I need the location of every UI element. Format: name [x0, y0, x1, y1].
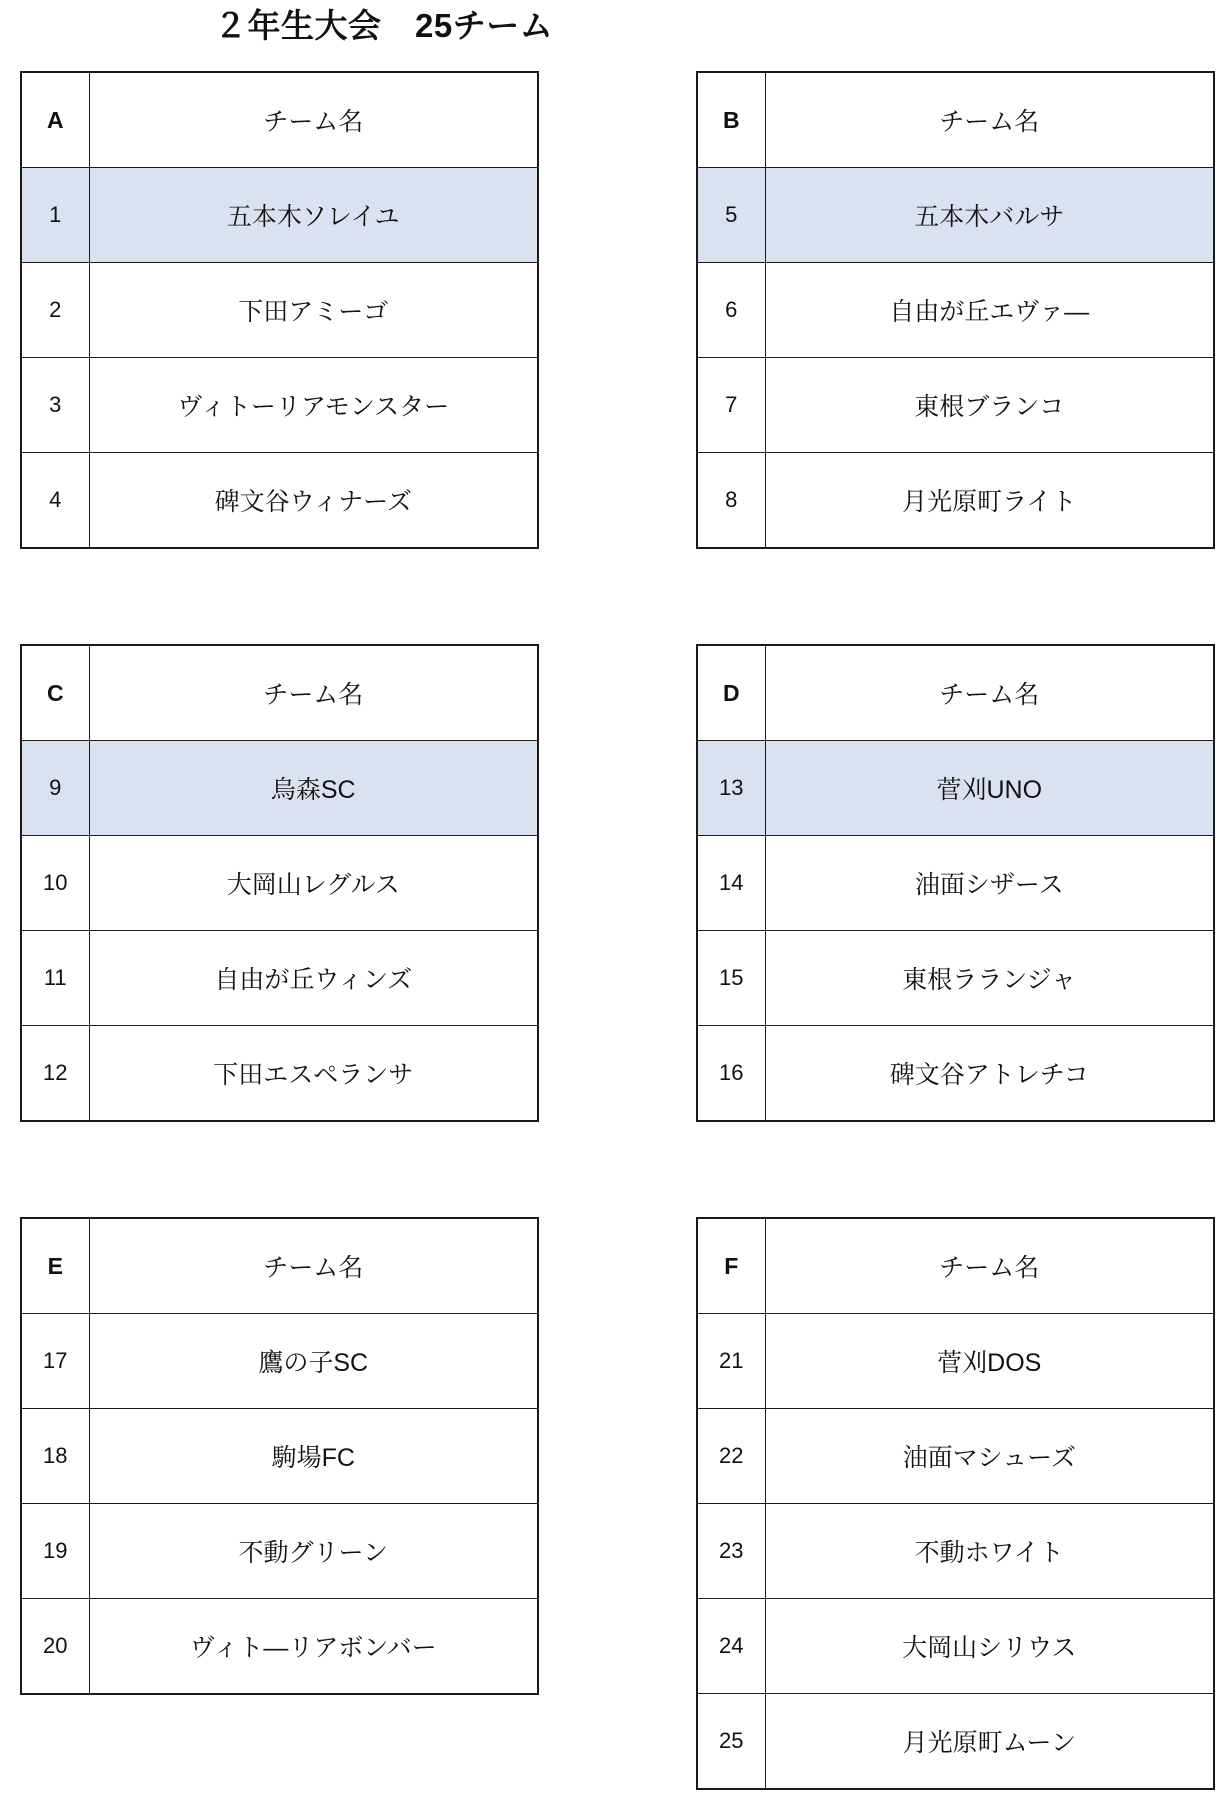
team-row: [697, 168, 1214, 263]
team-name: ヴィトーリアモンスター: [89, 358, 538, 453]
team-number: 20: [21, 1599, 89, 1695]
team-row: [21, 263, 538, 358]
team-number: 19: [21, 1504, 89, 1599]
group-header-row: [697, 72, 1214, 168]
team-row: [697, 836, 1214, 931]
group-f-table: [696, 1217, 1215, 1790]
team-row: [21, 741, 538, 836]
group-letter: A: [21, 72, 89, 168]
team-number: 14: [697, 836, 765, 931]
team-name-column-header: チーム名: [765, 72, 1214, 168]
group-letter: E: [21, 1218, 89, 1314]
group-header-row: [21, 72, 538, 168]
team-row: [697, 1409, 1214, 1504]
team-name: 下田アミーゴ: [89, 263, 538, 358]
team-number: 13: [697, 741, 765, 836]
team-row: [21, 1409, 538, 1504]
team-name: 五本木バルサ: [765, 168, 1214, 263]
team-name-column-header: チーム名: [89, 1218, 538, 1314]
group-d-table: [696, 644, 1215, 1122]
group-letter: D: [697, 645, 765, 741]
team-row: [697, 263, 1214, 358]
team-row: [21, 931, 538, 1026]
team-number: 15: [697, 931, 765, 1026]
team-name-column-header: チーム名: [89, 645, 538, 741]
team-number: 17: [21, 1314, 89, 1409]
group-e-table: [20, 1217, 539, 1695]
team-name: 東根ブランコ: [765, 358, 1214, 453]
team-number: 23: [697, 1504, 765, 1599]
team-number: 22: [697, 1409, 765, 1504]
group-letter: C: [21, 645, 89, 741]
team-name: 油面マシューズ: [765, 1409, 1214, 1504]
team-row: [697, 1026, 1214, 1122]
group-c-table: [20, 644, 539, 1122]
team-row: [21, 1314, 538, 1409]
team-row: [21, 358, 538, 453]
team-row: [697, 453, 1214, 549]
team-row: [21, 453, 538, 549]
team-row: [697, 1314, 1214, 1409]
group-letter: F: [697, 1218, 765, 1314]
team-name: 大岡山レグルス: [89, 836, 538, 931]
team-name: 碑文谷ウィナーズ: [89, 453, 538, 549]
team-name: 菅刈DOS: [765, 1314, 1214, 1409]
team-row: [21, 168, 538, 263]
group-b-table: [696, 71, 1215, 549]
group-header-row: [697, 645, 1214, 741]
team-number: 9: [21, 741, 89, 836]
team-name: 駒場FC: [89, 1409, 538, 1504]
group-header-row: [21, 645, 538, 741]
team-row: [21, 836, 538, 931]
team-number: 1: [21, 168, 89, 263]
team-number: 5: [697, 168, 765, 263]
team-name: 不動グリーン: [89, 1504, 538, 1599]
team-number: 21: [697, 1314, 765, 1409]
team-row: [697, 358, 1214, 453]
team-number: 3: [21, 358, 89, 453]
team-name: 東根ラランジャ: [765, 931, 1214, 1026]
team-name: 自由が丘エヴァ—: [765, 263, 1214, 358]
group-a-table: [20, 71, 539, 549]
team-number: 10: [21, 836, 89, 931]
team-number: 16: [697, 1026, 765, 1122]
team-row: [697, 1599, 1214, 1694]
group-letter: B: [697, 72, 765, 168]
team-number: 25: [697, 1694, 765, 1790]
team-name: 鷹の子SC: [89, 1314, 538, 1409]
team-name: 烏森SC: [89, 741, 538, 836]
team-name: 下田エスペランサ: [89, 1026, 538, 1122]
page-title: ２年生大会 25チーム: [214, 7, 554, 44]
team-name-column-header: チーム名: [765, 1218, 1214, 1314]
team-row: [21, 1026, 538, 1122]
team-name-column-header: チーム名: [765, 645, 1214, 741]
team-row: [21, 1504, 538, 1599]
team-name: 油面シザース: [765, 836, 1214, 931]
team-name: 自由が丘ウィンズ: [89, 931, 538, 1026]
team-name: 碑文谷アトレチコ: [765, 1026, 1214, 1122]
team-number: 8: [697, 453, 765, 549]
group-header-row: [21, 1218, 538, 1314]
team-row: [697, 741, 1214, 836]
team-name: 五本木ソレイユ: [89, 168, 538, 263]
group-header-row: [697, 1218, 1214, 1314]
team-name: 不動ホワイト: [765, 1504, 1214, 1599]
team-name-column-header: チーム名: [89, 72, 538, 168]
team-row: [697, 931, 1214, 1026]
team-row: [697, 1694, 1214, 1790]
team-row: [21, 1599, 538, 1695]
team-number: 6: [697, 263, 765, 358]
team-name: 月光原町ムーン: [765, 1694, 1214, 1790]
team-number: 2: [21, 263, 89, 358]
team-number: 11: [21, 931, 89, 1026]
team-name: ヴィト—リアボンバー: [89, 1599, 538, 1695]
team-number: 24: [697, 1599, 765, 1694]
team-name: 菅刈UNO: [765, 741, 1214, 836]
team-number: 18: [21, 1409, 89, 1504]
team-number: 7: [697, 358, 765, 453]
team-name: 大岡山シリウス: [765, 1599, 1214, 1694]
team-name: 月光原町ライト: [765, 453, 1214, 549]
team-number: 4: [21, 453, 89, 549]
team-row: [697, 1504, 1214, 1599]
team-number: 12: [21, 1026, 89, 1122]
